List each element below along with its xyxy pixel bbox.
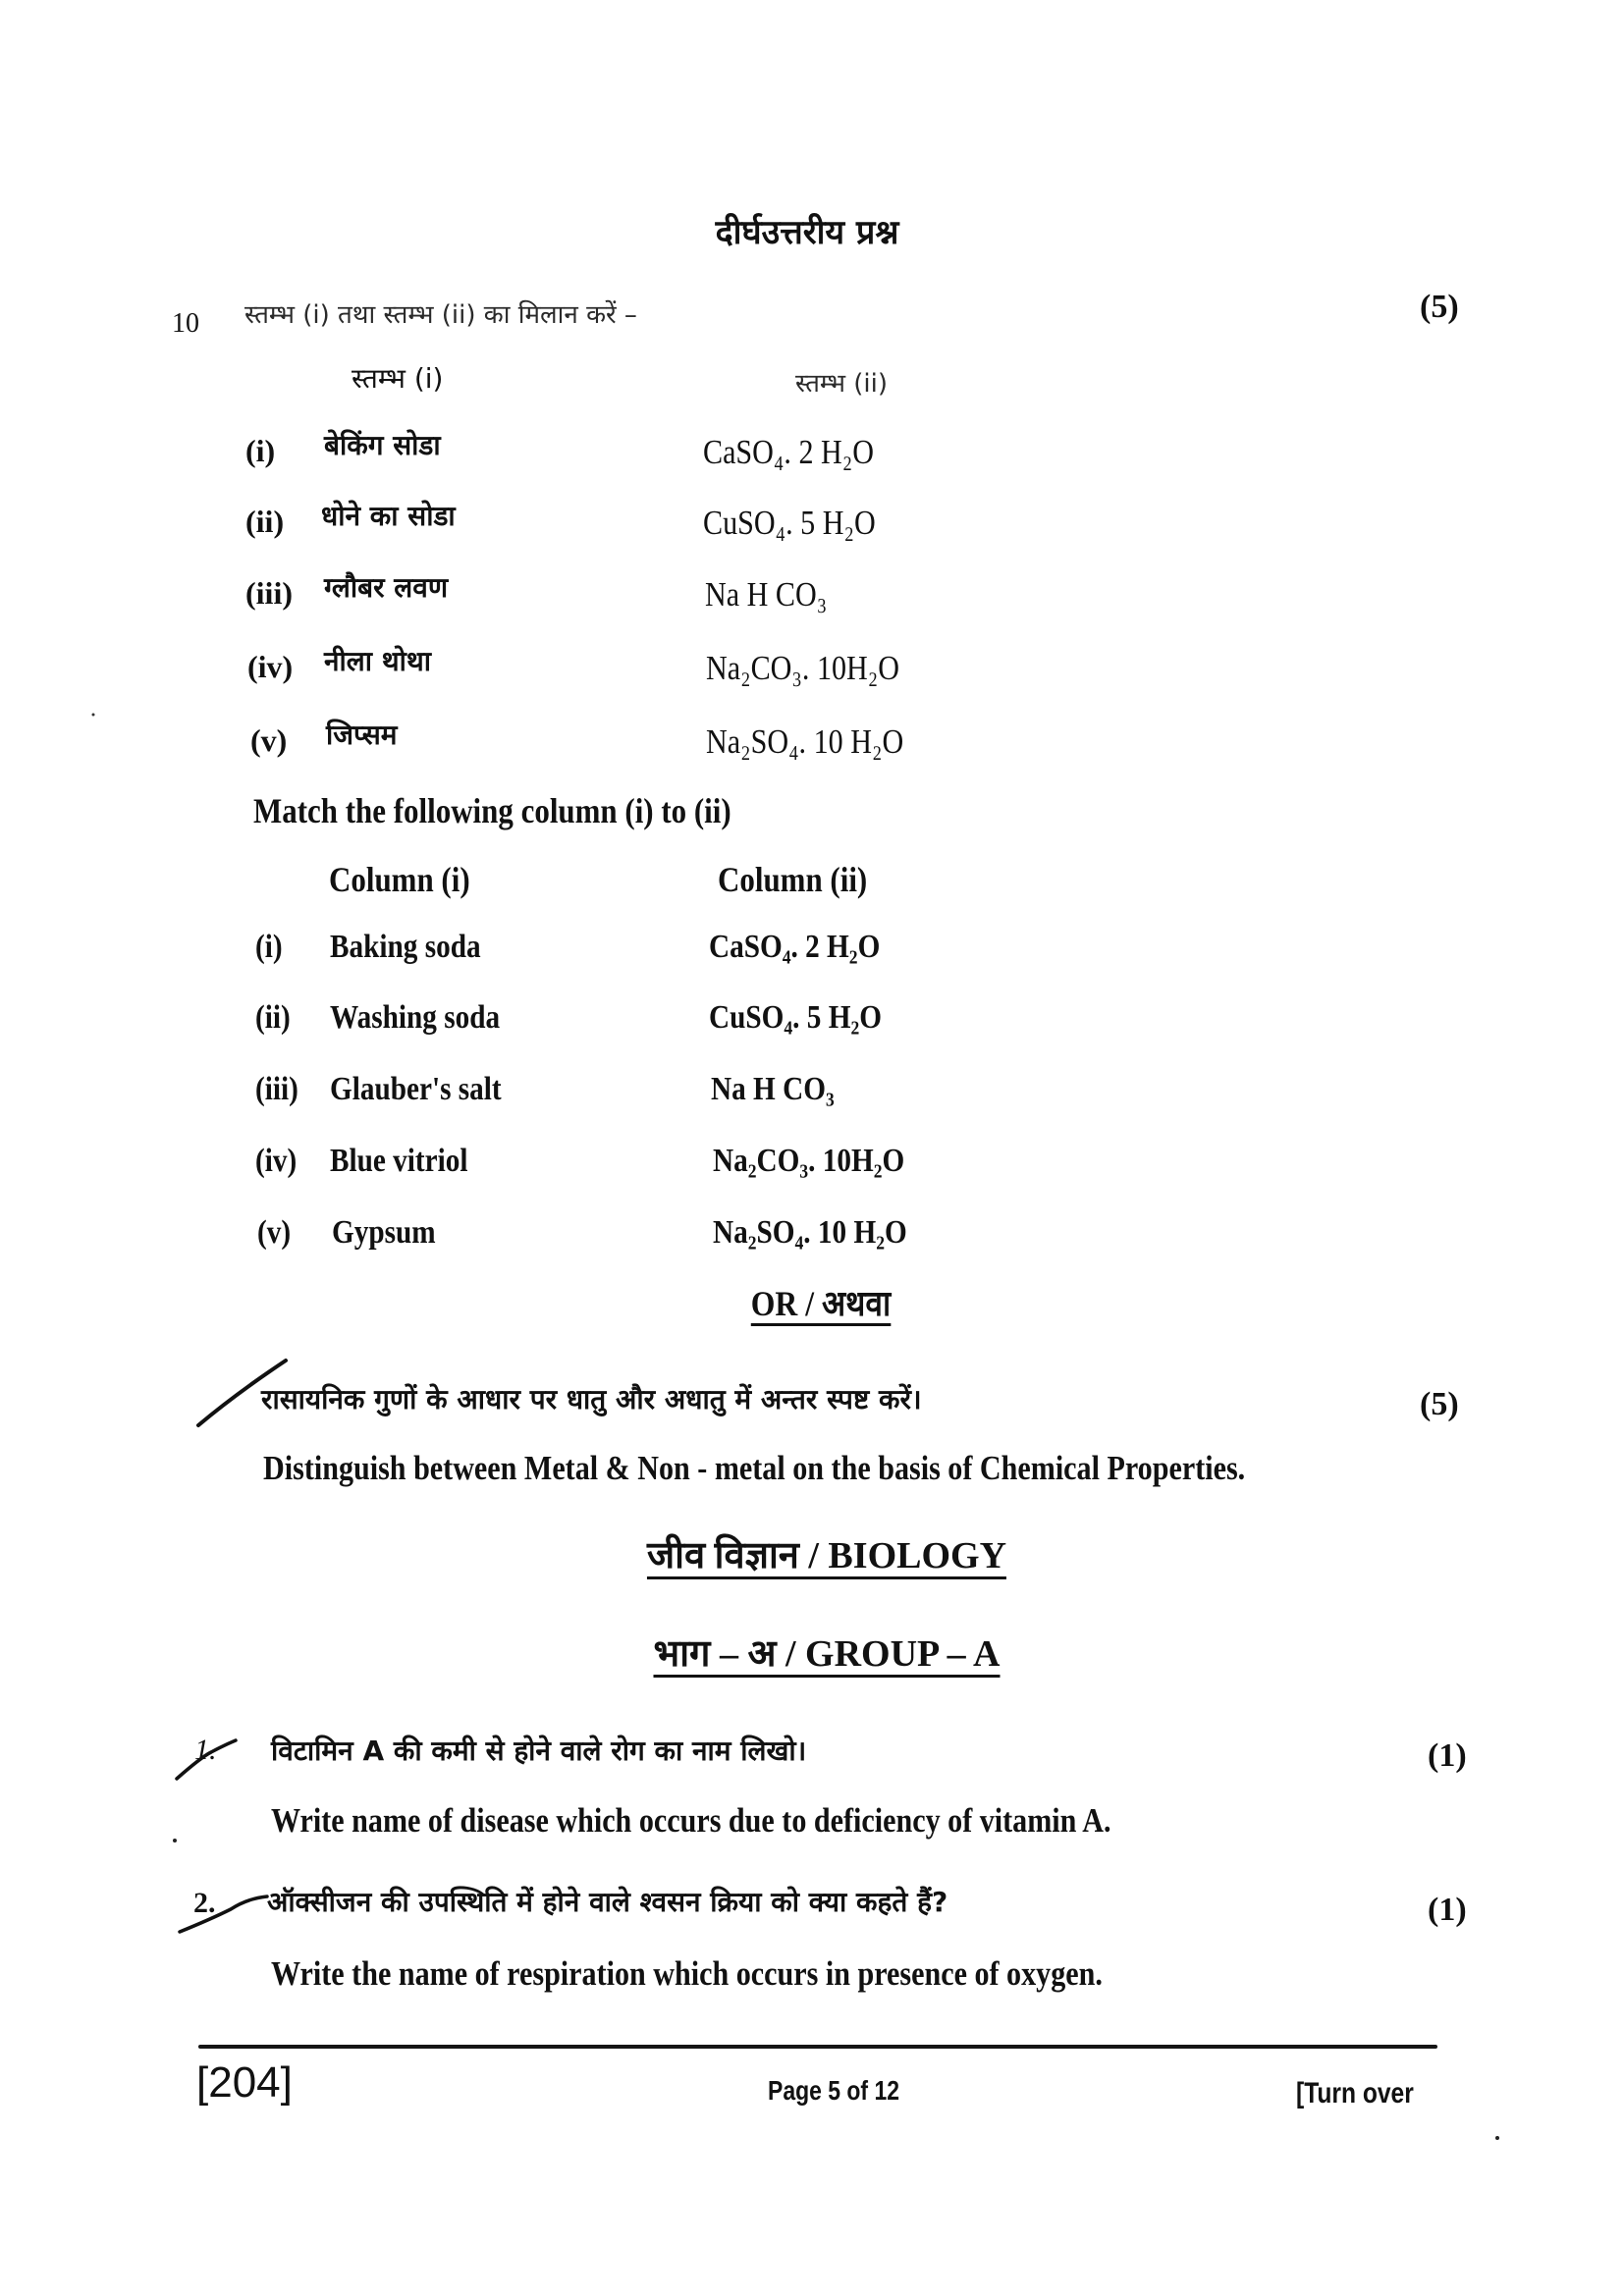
row-item: जिप्सम xyxy=(326,719,398,751)
question-number: 10 xyxy=(172,308,199,339)
row-formula: Na₂CO₃. 10H₂O xyxy=(713,1143,905,1179)
row-number: (iii) xyxy=(255,1071,298,1107)
question-instruction-hi: स्तम्भ (i) तथा स्तम्भ (ii) का मिलान करें – xyxy=(244,300,637,330)
row-item: धोने का सोडा xyxy=(321,500,456,532)
or-label: OR / अथवा xyxy=(751,1286,891,1326)
question-text-en: Write name of disease which occurs due to deficiency of vitamin A. xyxy=(271,1801,1111,1840)
row-number: (ii) xyxy=(255,999,291,1036)
alt-question-marks: (5) xyxy=(1420,1386,1459,1422)
question-number: 2. xyxy=(193,1887,216,1919)
row-item: Washing soda xyxy=(330,999,501,1036)
question-marks: (1) xyxy=(1428,1892,1467,1928)
row-number: (v) xyxy=(250,722,288,758)
question-text-hi: विटामिन A की कमी से होने वाले रोग का नाम लिखो। xyxy=(271,1735,807,1767)
section-heading: दीर्घउत्तरीय प्रश्न xyxy=(715,213,899,252)
column-header-1: Column (i) xyxy=(329,860,470,899)
row-number: (i) xyxy=(255,929,283,965)
row-item: Gypsum xyxy=(332,1214,436,1251)
question-marks: (1) xyxy=(1428,1737,1467,1774)
page-number: Page 5 of 12 xyxy=(768,2075,899,2106)
column-header-2: स्तम्भ (ii) xyxy=(795,369,889,399)
row-item: Baking soda xyxy=(330,929,481,965)
row-formula: Na₂CO₃. 10H₂O xyxy=(706,649,900,687)
row-formula: Na₂SO₄. 10 H₂O xyxy=(713,1214,907,1251)
alt-question-hi: रासायनिक गुणों के आधार पर धातु और अधातु में अन्तर स्पष्ट करें। xyxy=(261,1383,922,1415)
question-instruction-en: Match the following column (i) to (ii) xyxy=(253,791,731,830)
row-item: ग्लौबर लवण xyxy=(324,571,449,604)
row-number: (iv) xyxy=(255,1143,298,1179)
question-text-en: Write the name of respiration which occurs in presence of oxygen. xyxy=(271,1954,1103,1993)
row-item: Blue vitriol xyxy=(330,1143,468,1179)
row-formula: Na₂SO₄. 10 H₂O xyxy=(706,722,904,761)
row-formula: CuSO₄. 5 H₂O xyxy=(709,999,882,1036)
question-marks: (5) xyxy=(1420,289,1459,325)
paper-code: [204] xyxy=(196,2058,293,2107)
row-formula: Na H CO₃ xyxy=(705,575,828,614)
turn-over-label: [Turn over xyxy=(1296,2077,1414,2109)
column-header-1: स्तम्भ (i) xyxy=(352,362,444,395)
row-item: बेकिंग सोडा xyxy=(324,429,441,461)
row-number: (iv) xyxy=(247,649,294,684)
or-divider xyxy=(741,1286,900,1326)
column-header-2: Column (ii) xyxy=(718,860,868,899)
row-formula: Na H CO₃ xyxy=(711,1071,835,1107)
footer-rule xyxy=(198,2045,1437,2049)
row-formula: CaSO₄. 2 H₂O xyxy=(709,929,881,965)
question-text-hi: ऑक्सीजन की उपस्थिति में होने वाले श्वसन क्रिया को क्या कहते हैं? xyxy=(267,1886,948,1918)
group-heading xyxy=(653,1635,1000,1678)
group-heading-text: भाग – अ / GROUP – A xyxy=(653,1635,1000,1678)
row-number: (v) xyxy=(257,1214,292,1251)
row-number: (ii) xyxy=(245,504,285,539)
question-number: 1. xyxy=(194,1734,217,1766)
row-number: (iii) xyxy=(245,575,293,611)
row-formula: CuSO₄. 5 H₂O xyxy=(703,504,876,542)
row-number: (i) xyxy=(245,433,276,468)
row-item: नीला थोथा xyxy=(324,645,432,677)
row-item: Glauber's salt xyxy=(330,1071,502,1107)
biology-heading xyxy=(647,1537,1006,1579)
row-formula: CaSO₄. 2 H₂O xyxy=(703,433,875,471)
biology-heading-text: जीव विज्ञान / BIOLOGY xyxy=(647,1537,1006,1579)
alt-question-en: Distinguish between Metal & Non - metal on the basis of Chemical Properties. xyxy=(263,1449,1246,1487)
